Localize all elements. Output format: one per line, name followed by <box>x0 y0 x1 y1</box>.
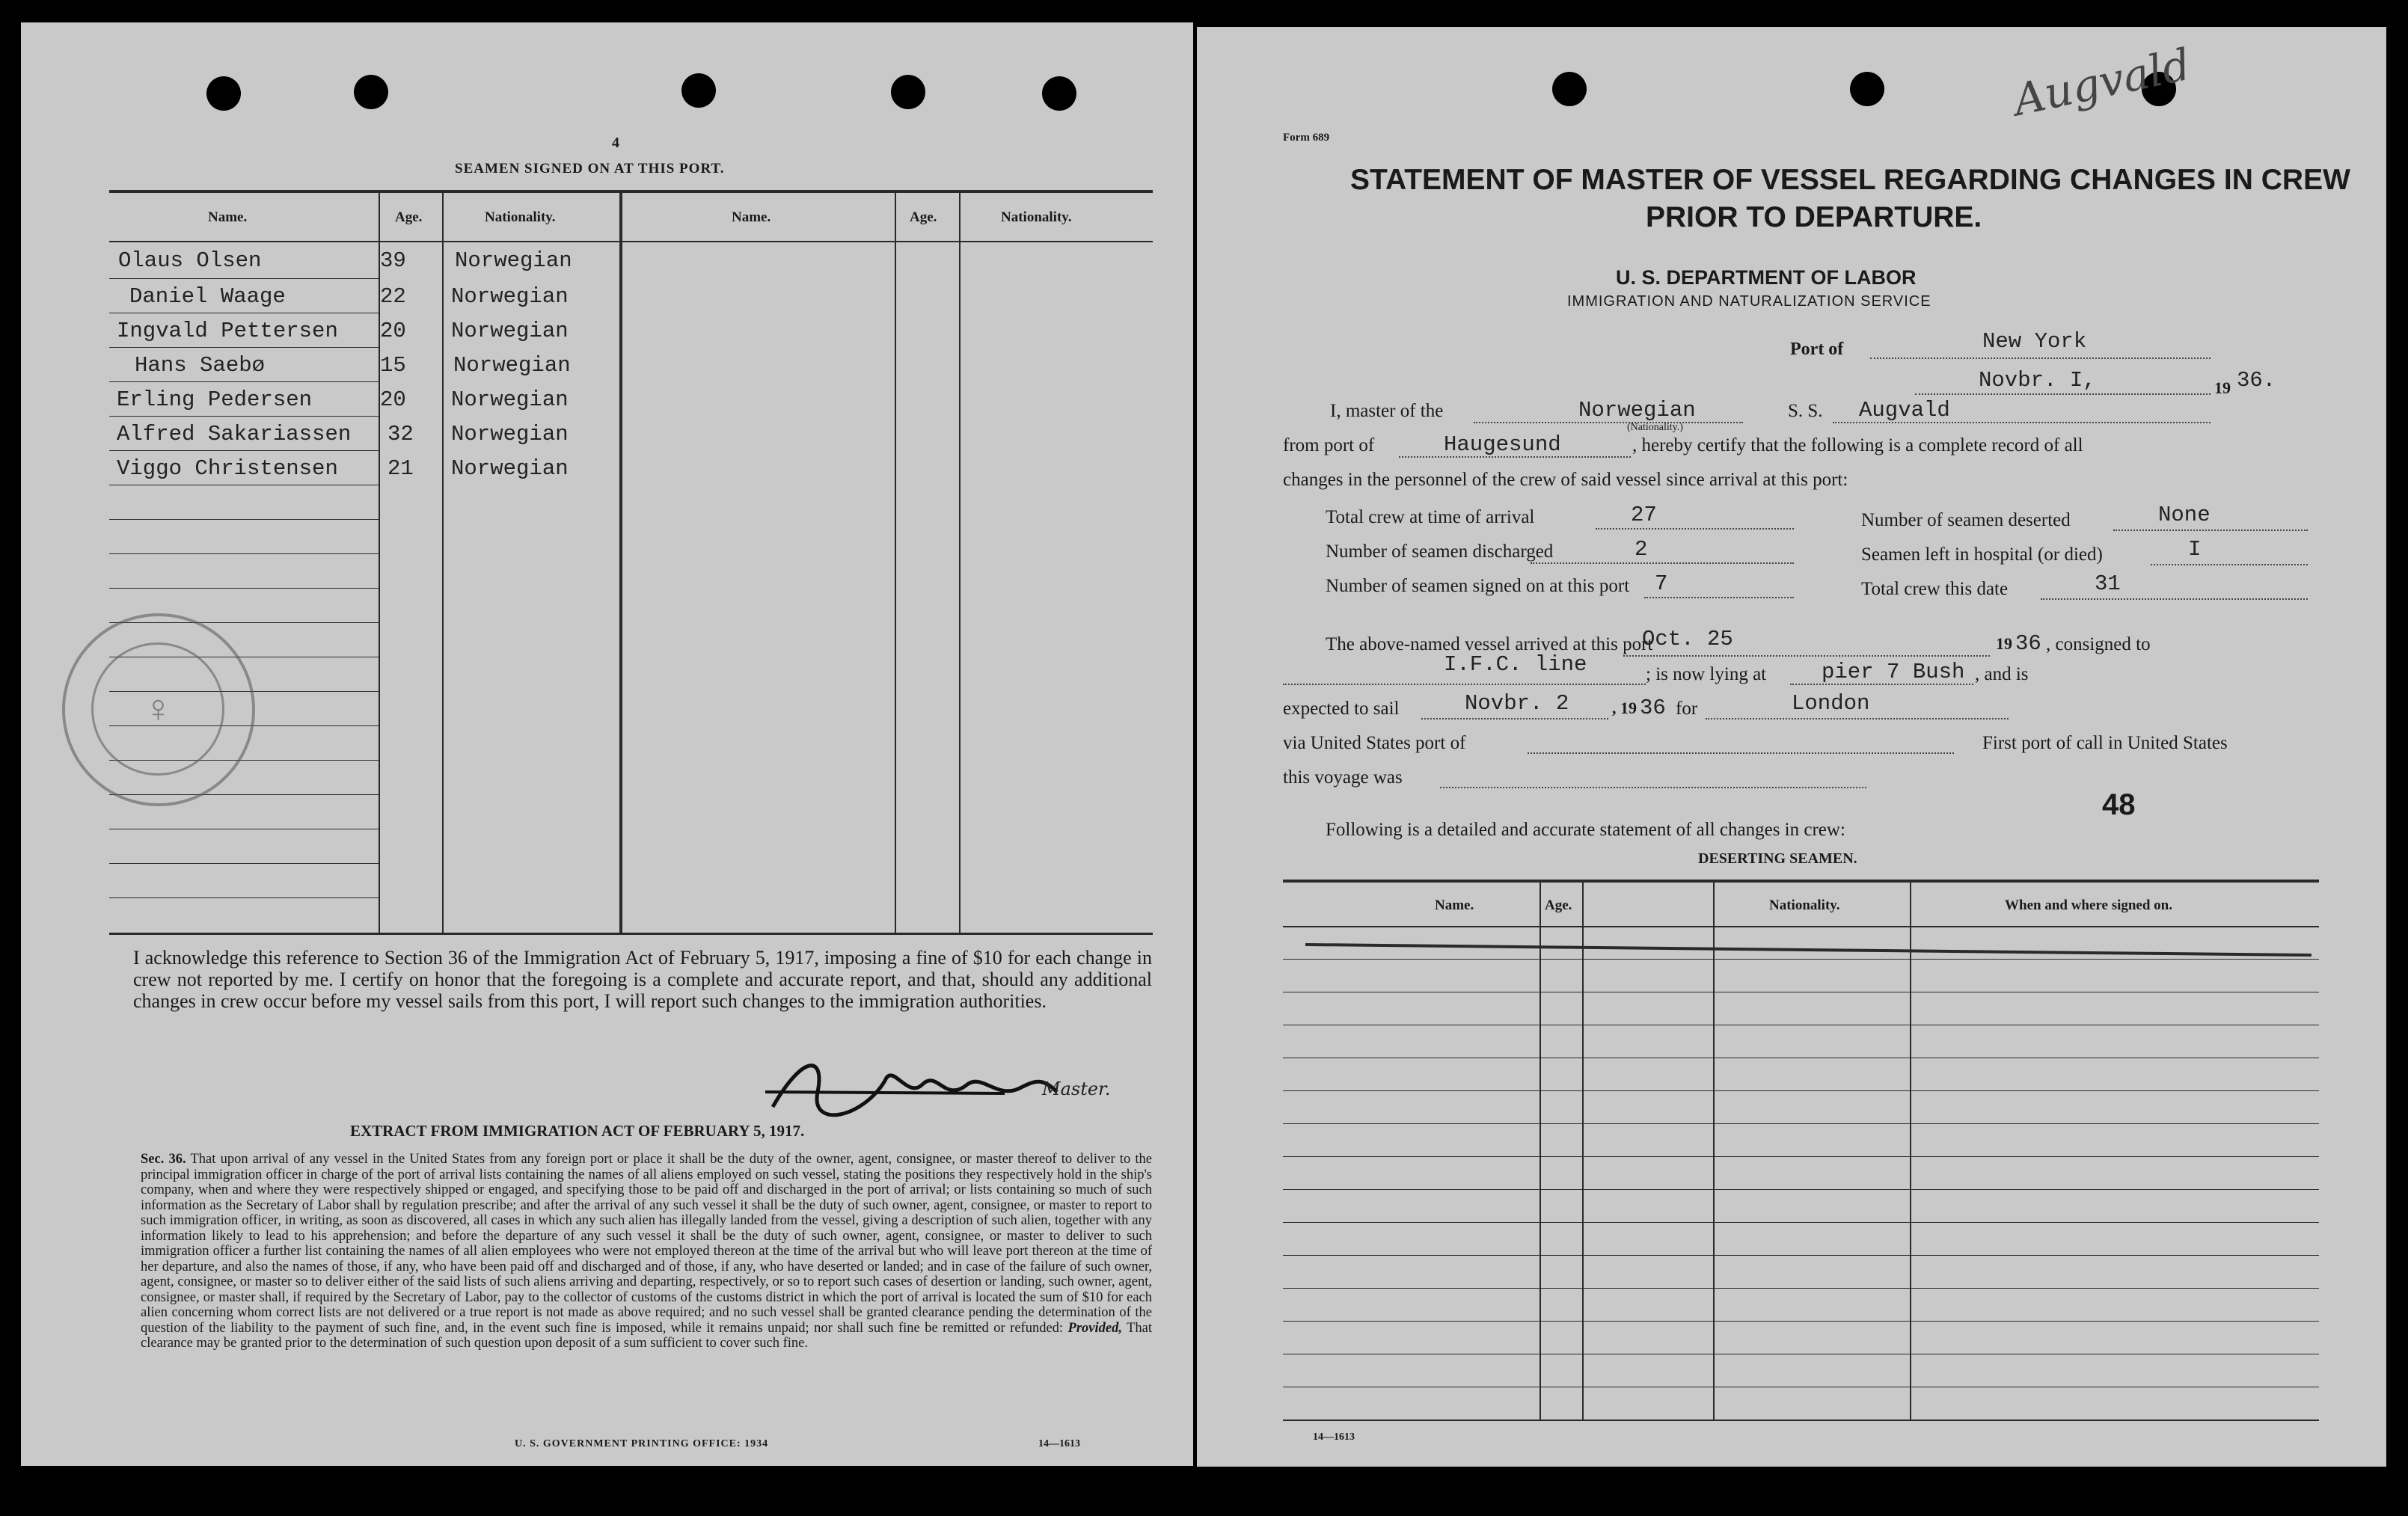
expected-year: 36 <box>1640 696 1666 720</box>
port-label: Port of <box>1790 340 1844 359</box>
row-nationality: Norwegian <box>451 319 569 343</box>
date-year: 36. <box>2237 368 2276 393</box>
column-header-name: Name. <box>1435 897 1474 913</box>
port-value: New York <box>1982 329 2087 354</box>
hospital-label: Seamen left in hospital (or died) <box>1861 544 2103 565</box>
row-name: Viggo Christensen <box>117 456 338 481</box>
nationality-caption: (Nationality.) <box>1627 422 1683 433</box>
official-seal-stamp: ♀ <box>62 613 255 806</box>
extract-proviso: That clearance may be granted prior to the determination of such question upon deposit of a sum sufficient to cover such fine. <box>141 1320 1152 1351</box>
and-is-label: , and is <box>1975 664 2029 684</box>
department: U. S. DEPARTMENT OF LABOR <box>1616 266 1917 289</box>
following-label: Following is a detailed and accurate statement of all changes in crew: <box>1326 820 1845 840</box>
via-label: via United States port of <box>1283 733 1466 753</box>
changes-text: changes in the personnel of the crew of said vessel since arrival at this port: <box>1283 470 1848 490</box>
first-call-label: First port of call in United States <box>1982 733 2228 753</box>
total-arrival-label: Total crew at time of arrival <box>1326 507 1535 527</box>
row-nationality: Norwegian <box>451 284 569 309</box>
strikethrough-line <box>1305 943 2312 957</box>
nationality-value: Norwegian <box>1578 398 1696 423</box>
document-title: STATEMENT OF MASTER OF VESSEL REGARDING CHANGES IN CREW <box>1350 164 2350 196</box>
vessel-value: Augvald <box>1859 398 1950 423</box>
from-port-label: from port of <box>1283 435 1375 455</box>
row-nationality: Norwegian <box>451 456 569 481</box>
row-name: Alfred Sakariassen <box>117 422 352 446</box>
master-of-label: I, master of the <box>1330 401 1444 421</box>
signed-on-label: Number of seamen signed on at this port <box>1326 576 1630 596</box>
deserted-label: Number of seamen deserted <box>1861 510 2071 530</box>
punch-hole <box>206 76 241 111</box>
right-page <box>1197 27 2386 1467</box>
column-header-age: Age. <box>1545 897 1572 913</box>
form-label: Form 689 <box>1283 132 1330 144</box>
column-header-age-2: Age. <box>910 209 937 225</box>
total-date-value: 31 <box>2095 571 2121 596</box>
column-header-name: Name. <box>208 209 248 225</box>
punch-hole <box>354 75 388 109</box>
row-name: Hans Saebø <box>135 353 266 378</box>
section-title: SEAMEN SIGNED ON AT THIS PORT. <box>455 161 725 177</box>
expected-label: expected to sail <box>1283 699 1400 719</box>
master-label: Master. <box>1042 1078 1111 1099</box>
stamp-number: 48 <box>2102 788 2136 821</box>
hospital-value: I <box>2188 537 2202 562</box>
expected-value: Novbr. 2 <box>1465 691 1569 716</box>
row-age: 21 <box>387 456 414 481</box>
punch-hole <box>1552 72 1587 106</box>
column-header-nationality-2: Nationality. <box>1001 209 1072 225</box>
row-name: Erling Pedersen <box>117 387 313 412</box>
column-header-nationality: Nationality. <box>1769 897 1840 913</box>
total-arrival-value: 27 <box>1631 503 1657 527</box>
ss-label: S. S. <box>1788 401 1823 421</box>
form-code: 14—1613 <box>1313 1431 1355 1443</box>
punch-hole <box>1850 72 1884 106</box>
column-header-name-2: Name. <box>732 209 771 225</box>
master-signature <box>758 1047 1087 1129</box>
form-code: 14—1613 <box>1038 1438 1080 1449</box>
handwritten-vessel-name: Augvald <box>2009 38 2195 126</box>
row-nationality: Norwegian <box>455 248 572 273</box>
row-nationality: Norwegian <box>451 422 569 446</box>
row-age: 39 <box>380 248 406 273</box>
document-title-line2: PRIOR TO DEPARTURE. <box>1646 201 1982 233</box>
signed-on-value: 7 <box>1655 571 1668 596</box>
deserted-value: None <box>2158 503 2211 527</box>
printer-imprint: U. S. GOVERNMENT PRINTING OFFICE: 1934 <box>515 1438 769 1449</box>
total-date-label: Total crew this date <box>1861 579 2009 599</box>
arrived-year-prefix: 19 <box>1996 634 2012 653</box>
lying-value: pier 7 Bush <box>1822 660 1965 684</box>
extract-body <box>141 1152 1152 1351</box>
punch-hole <box>681 73 716 108</box>
row-age: 20 <box>380 319 406 343</box>
column-header-nationality: Nationality. <box>485 209 556 225</box>
arrived-year: 36 <box>2015 631 2041 656</box>
arrived-value: Oct. 25 <box>1642 627 1733 651</box>
certify-text: , hereby certify that the following is a complete record of all <box>1632 435 2083 455</box>
row-nationality: Norwegian <box>453 353 571 378</box>
row-age: 20 <box>380 387 406 412</box>
discharged-label: Number of seamen discharged <box>1326 541 1554 562</box>
extract-proviso-label: Provided, <box>1067 1320 1122 1336</box>
row-name: Ingvald Pettersen <box>117 319 338 343</box>
page-number: 4 <box>612 135 619 151</box>
extract-section-label: Sec. 36. <box>141 1152 186 1167</box>
date-value: Novbr. I, <box>1979 368 2096 393</box>
voyage-label: this voyage was <box>1283 767 1403 788</box>
deserting-title: DESERTING SEAMEN. <box>1698 850 1857 867</box>
row-age: 32 <box>387 422 414 446</box>
date-year-prefix: 19 <box>2214 378 2231 397</box>
row-age: 22 <box>380 284 406 309</box>
row-name: Daniel Waage <box>129 284 286 309</box>
extract-text: That upon arrival of any vessel in the United States from any foreign port or place it shall be the duty of the owner, agent, consignee, or master thereof to deliver to the principal immigration officer in charge of the port of arrival lists containing the names of all aliens employed on such vessel, stating the positions they respectively hold in the ship's company, when and where they were respectively shipped or engaged, and specifying those to be paid off and discharged in the port of arrival; or lists containing so much of such information as the Secretary of Labor shall by regulation prescribe; and after the arrival of any such vessel it shall be the duty of such owner, agent, consignee, or master to report to such immigration officer, in writing, as soon as discovered, all cases in which any such alien has illegally landed from the vessel, giving a description of such alien, together with any information likely to lead to his apprehension; and before the departure of any such vessel it shall be the duty of such owner, agent, consignee, or master to deliver to such immigration officer a further list containing the names of all alien employees who were not employed thereon at the time of the arrival but who will leave port thereon at the time of her departure, and also the names of those, if any, who have been paid off and discharged and of those, if any, who have deserted or landed; and in case of the failure of such owner, agent, consignee, or master so to deliver either of the said lists of such aliens arriving and departing, respectively, or so to report such cases of desertion or landing, such owner, agent, consignee, or master shall, if required by the Secretary of Labor, pay to the collector of customs of the customs district in which the port of arrival is located the sum of $10 for each alien concerning whom correct lists are not delivered or a true report is not made as above required; and no such vessel shall be granted clearance pending the determination of the question of the liability to the payment of such fine, and, in the event such fine is imposed, while it remains unpaid; nor shall such fine be remitted or refunded: <box>141 1152 1152 1336</box>
punch-hole <box>1042 76 1076 111</box>
from-port-value: Haugesund <box>1444 432 1561 457</box>
service: IMMIGRATION AND NATURALIZATION SERVICE <box>1567 293 1931 310</box>
punch-hole <box>891 75 925 109</box>
arrived-label: The above-named vessel arrived at this port <box>1326 634 1653 654</box>
row-name: Olaus Olsen <box>118 248 262 273</box>
destination-value: London <box>1792 691 1870 716</box>
column-header-signed-on: When and where signed on. <box>2005 897 2173 913</box>
extract-title: EXTRACT FROM IMMIGRATION ACT OF FEBRUARY 5, 1917. <box>350 1122 805 1140</box>
row-nationality: Norwegian <box>451 387 569 412</box>
acknowledgement-text: I acknowledge this reference to Section 36 of the Immigration Act of February 5, 1917, imposing a fine of $10 for each change in crew not reported by me. I certify on honor that the foregoing is a complete and accurate report, and that, should any additional changes in crew occur before my vessel sails from this port, I will report such changes to the immigration authorities. <box>133 947 1152 1012</box>
consignee-value: I.F.C. line <box>1444 652 1587 677</box>
discharged-value: 2 <box>1635 537 1648 562</box>
lying-label: ; is now lying at <box>1646 664 1767 684</box>
for-label: for <box>1676 699 1698 719</box>
column-header-age: Age. <box>395 209 423 225</box>
left-page <box>21 22 1193 1466</box>
expected-year-prefix: , 19 <box>1612 699 1637 717</box>
row-age: 15 <box>380 353 406 378</box>
consigned-label: , consigned to <box>2046 634 2151 654</box>
